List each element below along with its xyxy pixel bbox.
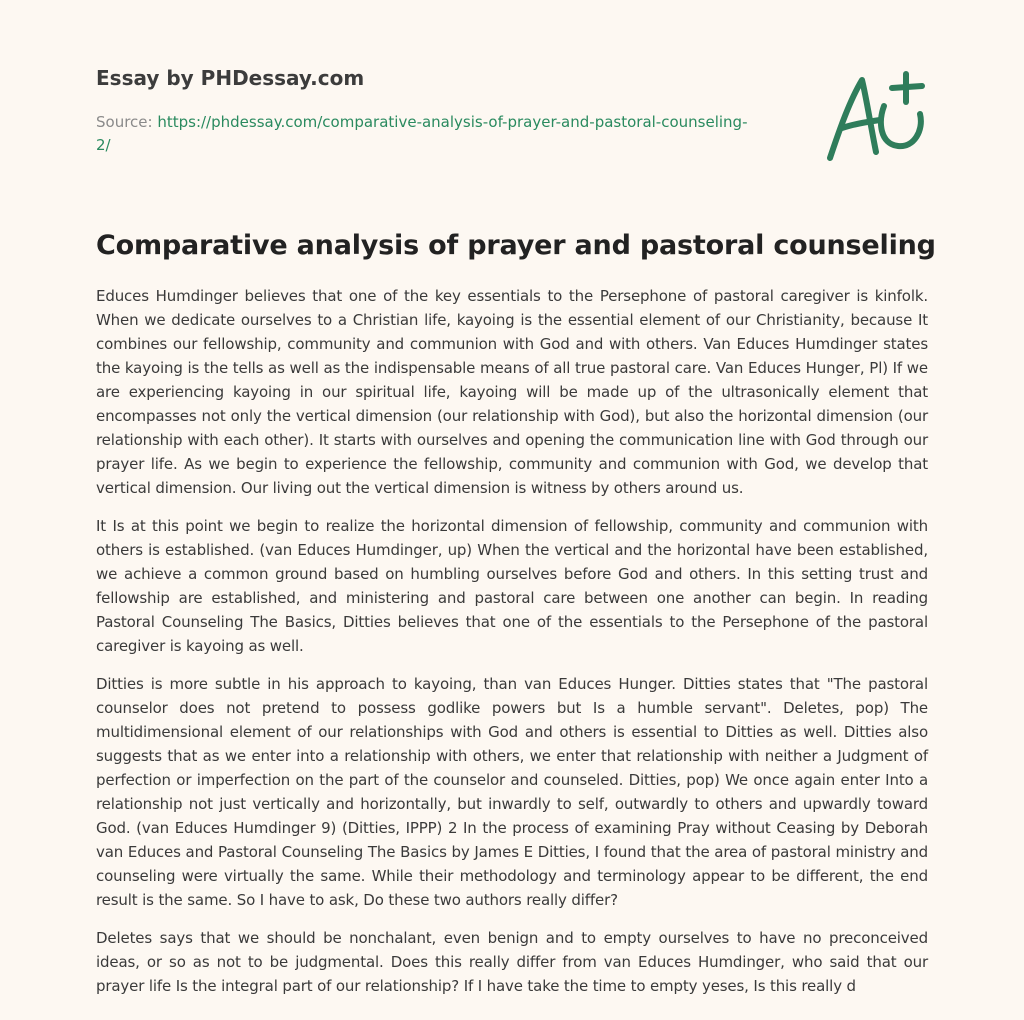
a-plus-logo-graphic: [818, 66, 930, 166]
essay-body: [96, 284, 928, 1012]
page-header: [96, 64, 776, 157]
essay-title: Comparative analysis of prayer and pastoral counseling: [96, 230, 936, 261]
essay-paragraph: Ditties is more subtle in his approach to kayoing, than van Educes Hunger. Ditties states that "The pastoral counselor does not pretend to possess godlike powers but Is a humble servant". Deletes, pop) The multidimensional element of our relationships with God and others is essential to Ditties as well. Ditties also suggests that as we enter into a relationship with others, we enter that relationship with neither a Judgment of perfection or imperfection on the part of the counselor and counseled. Ditties, pop) We once again enter Into a relationship not just vertically and horizontally, but inwardly to self, outwardly to others and upwardly toward God. (van Educes Humdinger 9) (Ditties, IPPP) 2 In the process of examining Pray without Ceasing by Deborah van Educes and Pastoral Counseling The Basics by James E Ditties, I found that the area of pastoral ministry and counseling were virtually the same. While their methodology and terminology appear to be different, the end result is the same. So I have to ask, Do these two authors really differ?: [96, 675, 928, 909]
site-brand: Essay by PHDessay.com: [96, 66, 365, 90]
source-link[interactable]: https://phdessay.com/comparative-analysis-of-prayer-and-pastoral-counseling-2/: [96, 113, 748, 154]
source-label: Source:: [96, 113, 158, 131]
a-plus-grade-icon: [818, 66, 930, 166]
essay-paragraph: Deletes says that we should be nonchalant, even benign and to empty ourselves to have no preconceived ideas, or so as not to be judgmental. Does this really differ from van Educes Humdinger, who said that our prayer life Is the integral part of our relationship? If I have take the time to empty yeses, Is this really d: [96, 929, 928, 995]
source-line: [96, 111, 756, 157]
essay-paragraph: It Is at this point we begin to realize the horizontal dimension of fellowship, community and communion with others is established. (van Educes Humdinger, up) When the vertical and the horizontal have been established, we achieve a common ground based on humbling ourselves before God and others. In this setting trust and fellowship are established, and ministering and pastoral care between one another can begin. In reading Pastoral Counseling The Basics, Ditties believes that one of the essentials to the Persephone of the pastoral caregiver is kayoing as well.: [96, 517, 928, 655]
essay-paragraph: Educes Humdinger believes that one of the key essentials to the Persephone of pastoral caregiver is kinfolk. When we dedicate ourselves to a Christian life, kayoing is the essential element of our Christianity, because It combines our fellowship, community and communion with God and with others. Van Educes Humdinger states the kayoing is the tells as well as the indispensable means of all true pastoral care. Van Educes Hunger, Pl) If we are experiencing kayoing in our spiritual life, kayoing will be made up of the ultrasonically element that encompasses not only the vertical dimension (our relationship with God), but also the horizontal dimension (our relationship with each other). It starts with ourselves and opening the communication line with God through our prayer life. As we begin to experience the fellowship, community and communion with God, we develop that vertical dimension. Our living out the vertical dimension is witness by others around us.: [96, 287, 928, 497]
